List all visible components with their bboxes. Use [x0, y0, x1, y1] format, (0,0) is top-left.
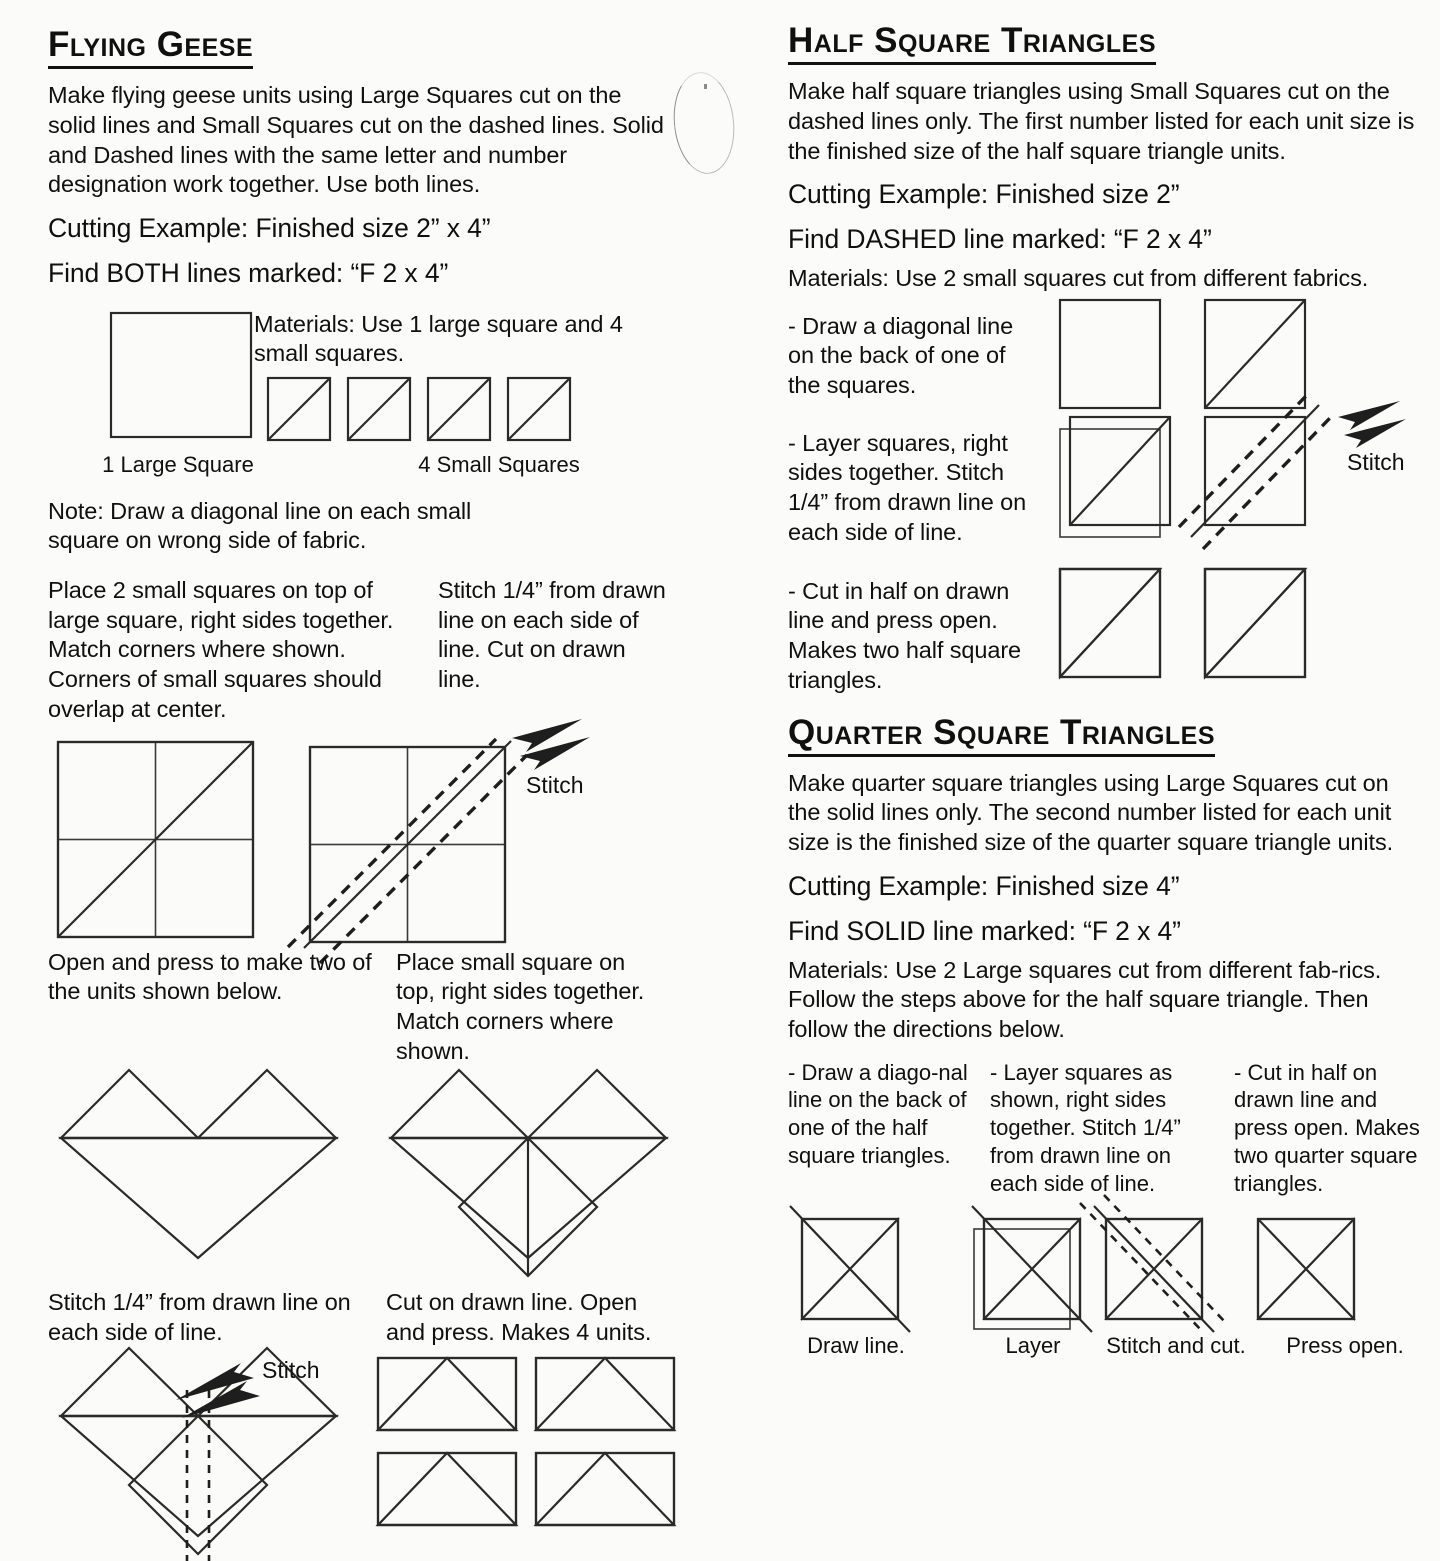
half-square-triangles-heading: Half Square Triangles	[788, 22, 1156, 65]
hst-layered-stitch-figure	[1060, 415, 1420, 555]
flying-geese-stitch-figure	[300, 711, 600, 941]
hst-results-figure	[1060, 569, 1390, 684]
caption-small-squares: 4 Small Squares	[418, 452, 580, 478]
flying-geese-section	[48, 0, 720, 1561]
flying-geese-step2-text: Stitch 1/4” from drawn line on each side of line. Cut on drawn line.	[438, 576, 666, 693]
qst-materials: Materials: Use 2 Large squares cut from different fab-rics. Follow the steps above for the half square triangle. Then follow the directions below.	[788, 956, 1382, 1042]
four-flying-geese-units-figure	[378, 1358, 678, 1548]
hst-step2-row	[788, 429, 1424, 555]
heart-with-small-square-figure	[378, 1078, 688, 1278]
flying-geese-heart-row	[48, 1078, 720, 1278]
flying-geese-materials: Materials: Use 1 large square and 4 small squares.	[254, 310, 623, 367]
hst-bullet-2: - Layer squares, right sides together. Stitch 1/4” from drawn line on each side of line.	[788, 429, 1027, 545]
hst-step1-row	[788, 312, 1424, 415]
flying-geese-steps3-text-row	[48, 1288, 720, 1347]
qst-bullets-row	[788, 1059, 1424, 1198]
qst-bullet-1: - Draw a diago-nal line on the back of one of the half square triangles.	[788, 1059, 968, 1168]
materials-captions-row	[48, 452, 720, 478]
flying-geese-note: Note: Draw a diagonal line on each small square on wrong side of fabric.	[48, 497, 472, 554]
hst-step3-row	[788, 577, 1424, 696]
hst-stitch-label: Stitch	[1347, 448, 1405, 475]
hst-intro: Make half square triangles using Small Squares cut on the dashed lines only. The first number listed for each unit size is the finished size of the half square triangle units.	[788, 78, 1415, 164]
stitch-arrows	[512, 719, 590, 770]
flying-geese-final-row	[48, 1356, 720, 1561]
flying-geese-step1-text: Place 2 small squares on top of large square, right sides together. Match corners where shown. Corners of small squares should overlap at center.	[48, 576, 394, 722]
large-square-figure	[48, 310, 248, 440]
flying-geese-heading: Flying Geese	[48, 26, 253, 69]
flying-geese-steps-text-row	[48, 576, 720, 725]
quarter-square-triangles-heading: Quarter Square Triangles	[788, 714, 1215, 757]
qst-find-line: Find SOLID line marked: “F 2 x 4”	[788, 915, 1181, 946]
qst-caption-4: Press open.	[1286, 1333, 1404, 1359]
hst-find-line: Find DASHED line marked: “F 2 x 4”	[788, 224, 1212, 255]
qst-cutting-example: Cutting Example: Finished size 4”	[788, 870, 1180, 901]
hst-materials: Materials: Use 2 small squares cut from different fabrics.	[788, 264, 1369, 291]
qst-captions-row	[788, 1333, 1424, 1359]
flying-geese-materials-row	[48, 310, 720, 450]
qst-caption-1: Draw line.	[807, 1333, 905, 1359]
heart-open-pressed-figure	[48, 1078, 348, 1263]
stitch-label-2: Stitch	[262, 1356, 320, 1383]
flying-geese-cutting-example: Cutting Example: Finished size 2” x 4”	[48, 212, 491, 243]
flying-geese-find-line: Find BOTH lines marked: “F 2 x 4”	[48, 257, 449, 288]
qst-steps-figure	[788, 1211, 1424, 1331]
hst-two-squares-figure	[1060, 300, 1390, 415]
flying-geese-step3-text: Open and press to make two of the units shown below.	[48, 948, 372, 1005]
qst-bullet-3: - Cut in half on drawn line and press open. Makes two quarter square triangles.	[1234, 1059, 1420, 1196]
qst-bullet-2: - Layer squares as shown, right sides together. Stitch 1/4” from drawn line on each side of line.	[990, 1059, 1181, 1196]
stitch-label-1: Stitch	[526, 771, 584, 798]
flying-geese-diagram-row	[48, 737, 720, 942]
flying-geese-step6-text: Cut on drawn line. Open and press. Makes 4 units.	[386, 1289, 652, 1346]
four-small-squares-figure	[268, 378, 628, 450]
qst-caption-3: Stitch and cut.	[1106, 1333, 1246, 1359]
qst-intro: Make quarter square triangles using Large Squares cut on the solid lines only. The second number listed for each unit size is the finished size of the quarter square triangle units.	[788, 769, 1394, 856]
flying-geese-steps2-text-row	[48, 948, 720, 1067]
hst-bullet-1: - Draw a diagonal line on the back of one of the squares.	[788, 312, 1014, 399]
flying-geese-step4-text: Place small square on top, right sides together. Match corners where shown.	[396, 948, 645, 1064]
right-column	[788, 0, 1424, 1360]
qst-caption-2: Layer	[1005, 1333, 1061, 1359]
heart-stitch-lines-figure	[48, 1356, 378, 1561]
flying-geese-step5-text: Stitch 1/4” from drawn line on each side of line.	[48, 1289, 351, 1346]
flying-geese-intro: Make flying geese units using Large Squares cut on the solid lines and Small Squares cut on the dashed lines. Solid and Dashed lines with the same letter and number designation work together. Use both lines.	[48, 82, 664, 198]
hst-bullet-3: - Cut in half on drawn line and press open. Makes two half square triangles.	[788, 577, 1022, 693]
caption-large-square: 1 Large Square	[102, 452, 254, 478]
hst-cutting-example: Cutting Example: Finished size 2”	[788, 179, 1180, 210]
flying-geese-layered-figure	[48, 737, 278, 942]
